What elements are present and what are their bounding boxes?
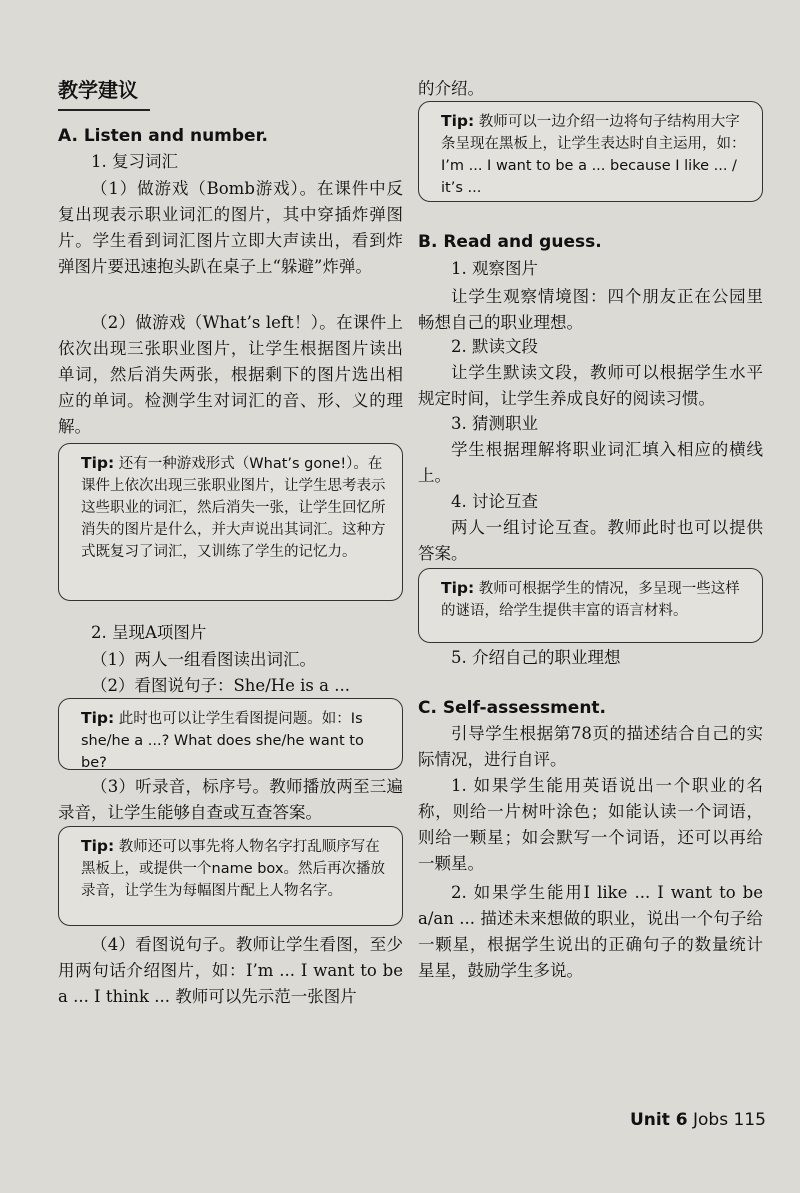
heading-self-assessment: C. Self-assessment. xyxy=(418,698,607,718)
item-discuss-check: 4. 讨论互查 xyxy=(451,492,538,511)
tip-label: Tip: xyxy=(441,112,475,130)
heading-read-and-guess: B. Read and guess. xyxy=(418,232,602,252)
paragraph-continuation: 的介绍。 xyxy=(418,79,484,98)
tip-label: Tip: xyxy=(441,579,475,597)
page-footer xyxy=(630,1110,766,1130)
paragraph-guess-job: 学生根据理解将职业词汇填入相应的横线上。 xyxy=(418,440,763,485)
tip-box-5 xyxy=(418,568,763,643)
tip-label: Tip: xyxy=(81,454,115,472)
paragraph-self-assessment: 引导学生根据第78页的描述结合自己的实际情况，进行自评。 xyxy=(418,724,763,769)
section-title: 教学建议 xyxy=(58,74,150,111)
page-number: 115 xyxy=(733,1110,766,1130)
tip-text: 此时也可以让学生看图提问题。如：Is she/he a ...? What does she/he want to be? xyxy=(81,711,364,771)
tip-text: 教师可根据学生的情况，多呈现一些这样的谜语，给学生提供丰富的语言材料。 xyxy=(441,581,740,619)
item-review-vocabulary: 1. 复习词汇 xyxy=(91,152,178,171)
item-silent-reading: 2. 默读文段 xyxy=(451,337,538,356)
paragraph-whats-left-game: （2）做游戏（What’s left！）。在课件上依次出现三张职业图片，让学生根据图片读出单词，然后消失两张，根据剩下的图片选出相应的单词。检测学生对词汇的音、形、义的理解。 xyxy=(58,313,403,436)
tip-label: Tip: xyxy=(81,709,115,727)
footer-unit-title: Jobs xyxy=(693,1110,729,1130)
item-introduce-career: 5. 介绍自己的职业理想 xyxy=(451,648,621,667)
paragraph-silent-reading: 让学生默读文段，教师可以根据学生水平规定时间，让学生养成良好的阅读习惯。 xyxy=(418,363,763,408)
item-present-pictures: 2. 呈现A项图片 xyxy=(91,623,207,642)
paragraph-pair-read: （1）两人一组看图读出词汇。 xyxy=(91,650,316,669)
footer-unit: Unit 6 xyxy=(630,1110,688,1130)
paragraph-listen-number: （3）听录音，标序号。教师播放两至三遍录音，让学生能够自查或互查答案。 xyxy=(58,777,403,822)
paragraph-introduce-picture: （4）看图说句子。教师让学生看图，至少用两句话介绍图片，如：I’m ... I want to be a ... I think ... 教师可以先示范一张图片 xyxy=(58,935,403,1006)
tip-text: 教师可以一边介绍一边将句子结构用大字条呈现在黑板上，让学生表达时自主运用，如：I’m ... I want to be a ... because I like ... / it’s ... xyxy=(441,114,746,196)
tip-text: 教师还可以事先将人物名字打乱顺序写在黑板上，或提供一个name box。然后再次播放录音，让学生为每幅图片配上人物名字。 xyxy=(81,839,385,899)
paragraph-bomb-game: （1）做游戏（Bomb游戏）。在课件中反复出现表示职业词汇的图片，其中穿插炸弹图片。学生看到词汇图片立即大声读出，看到炸弹图片要迅速抱头趴在桌子上“躲避”炸弹。 xyxy=(58,179,403,276)
item-observe-picture: 1. 观察图片 xyxy=(451,259,538,278)
tip-box-1 xyxy=(58,443,403,601)
paragraph-discuss-check: 两人一组讨论互查。教师此时也可以提供答案。 xyxy=(418,518,763,563)
tip-text: 还有一种游戏形式（What’s gone!）。在课件上依次出现三张职业图片，让学生思考表示这些职业的词汇，然后消失一张，让学生回忆所消失的图片是什么，并大声说出其词汇。这种方式既复习了词汇，又训练了学生的记忆力。 xyxy=(81,456,386,560)
tip-box-2 xyxy=(58,698,403,770)
tip-label: Tip: xyxy=(81,837,115,855)
tip-box-4 xyxy=(418,101,763,202)
paragraph-assessment-rule-2: 2. 如果学生能用I like ... I want to be a/an ... 描述未来想做的职业，说出一个句子给一颗星，根据学生说出的正确句子的数量统计星星，鼓励学生多说。 xyxy=(418,883,763,980)
item-guess-job: 3. 猜测职业 xyxy=(451,414,538,433)
heading-listen-and-number: A. Listen and number. xyxy=(58,126,269,146)
paragraph-assessment-rule-1: 1. 如果学生能用英语说出一个职业的名称，则给一片树叶涂色；如能认读一个词语，则给一颗星；如会默写一个词语，还可以再给一颗星。 xyxy=(418,776,763,873)
paragraph-say-sentence: （2）看图说句子：She/He is a ... xyxy=(91,676,350,695)
tip-box-3 xyxy=(58,826,403,926)
paragraph-observe-picture: 让学生观察情境图：四个朋友正在公园里畅想自己的职业理想。 xyxy=(418,287,763,332)
